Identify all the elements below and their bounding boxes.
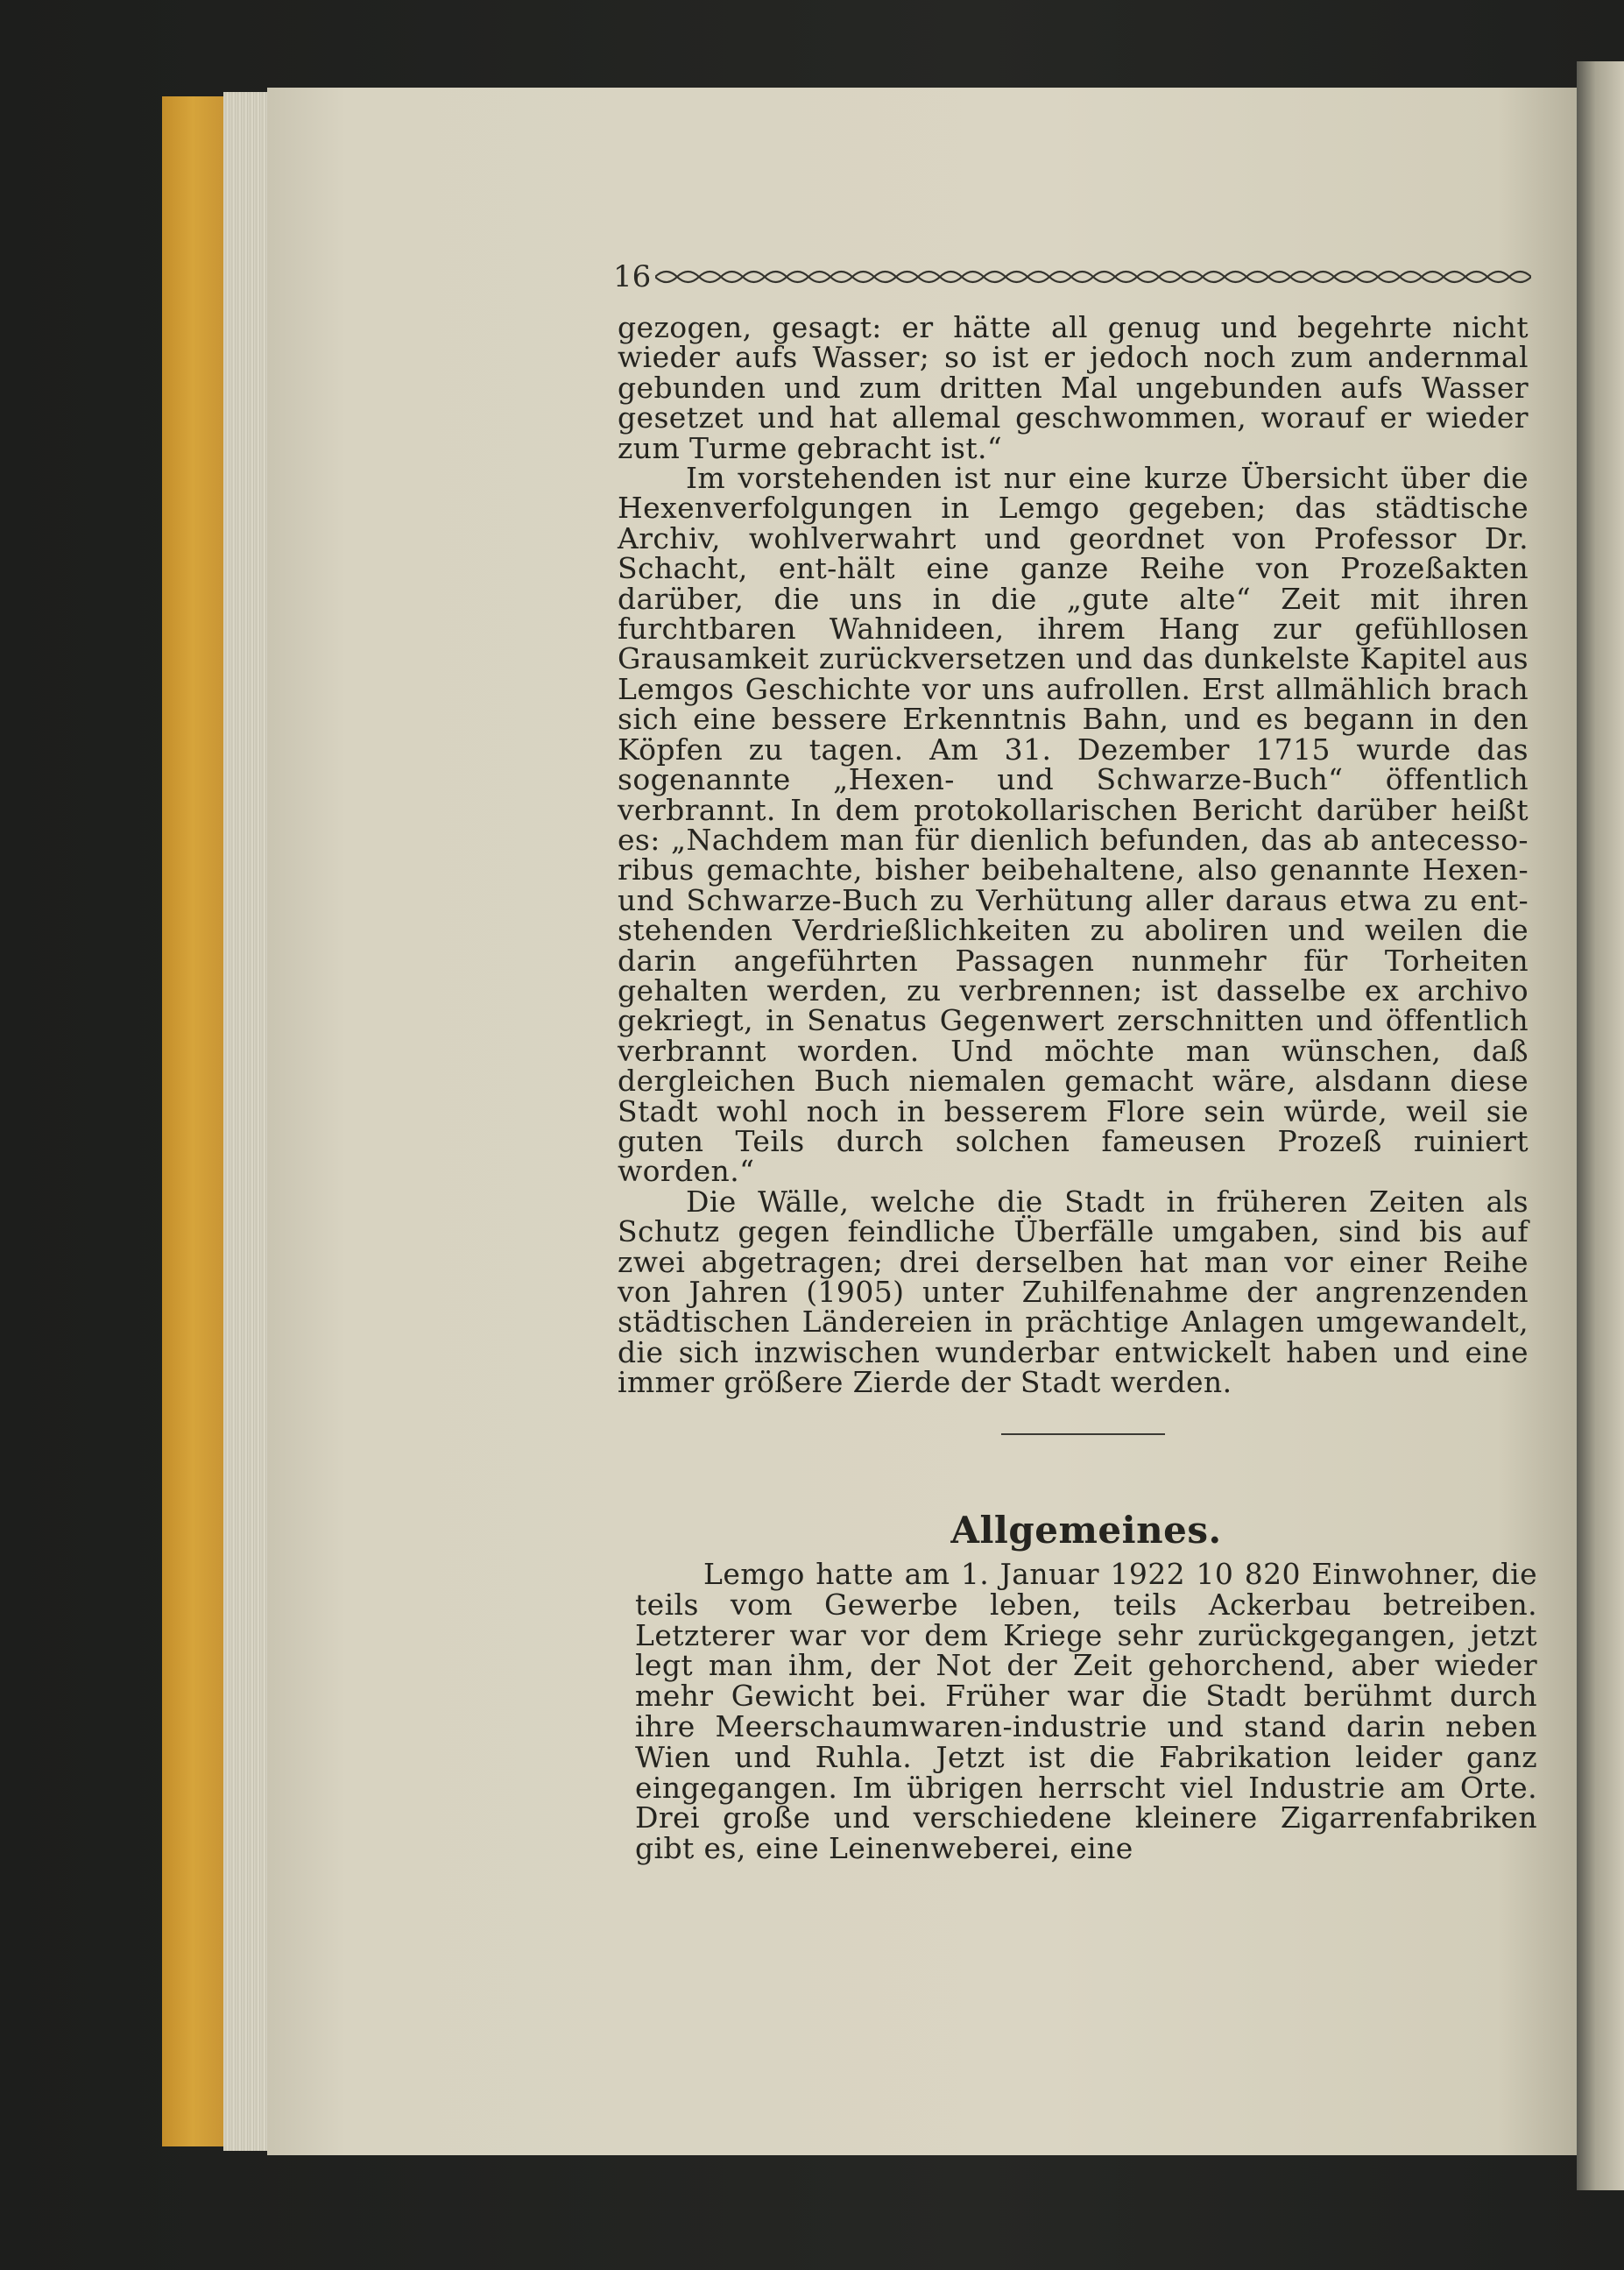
paragraph: Die Wälle, welche die Stadt in früheren Zeiten als Schutz gegen feindliche Überfälle umgaben, sind bis auf zwei abgetragen; drei derselben hat man vor einer Reihe von Jahren (1905) unter Zuhilfenahme der angrenzenden städtischen Ländereien in prächtige Anlagen umgewandelt, die sich inzwischen wunderbar entwickelt haben und eine immer größere Zierde der Stadt werden.: [618, 1184, 1529, 1400]
page-header: [613, 259, 1533, 294]
paragraph: Im vorstehenden ist nur eine kurze Übersicht über die Hexenverfolgungen in Lemgo gegeben; das städtische Archiv, wohlverwahrt und geordnet von Professor Dr. Schacht, ent‐hält eine ganze Reihe von Prozeßakten darüber, die uns in die „gute alte“ Zeit mit ihren furchtbaren Wahnideen, ihrem Hang zur gefühllosen Grausamkeit zurückversetzen und das dunkelste Kapitel aus Lemgos Geschichte vor uns aufrollen. Erst allmählich brach sich eine bessere Erkenntnis Bahn, und es begann in den Köpfen zu tagen. Am 31. Dezember 1715 wurde das sogenannte „Hexen‐ und Schwarze‐Buch“ öffentlich verbrannt. In dem protokollarischen Bericht darüber heißt es: „Nachdem man für dienlich befunden, das ab antecesso‐ribus gemachte, bisher beibehaltene, also genannte Hexen‐ und Schwarze‐Buch zu Verhütung aller daraus etwa zu ent‐stehenden Verdrießlichkeiten zu aboliren und weilen die darin angeführten Passagen nunmehr für Torheiten gehalten werden, zu verbrennen; ist dasselbe ex archivo gekriegt, in Senatus Gegenwert zerschnitten und öffentlich verbrannt worden. Und möchte man wünschen, daß dergleichen Buch niemalen gemacht wäre, alsdann diese Stadt wohl noch in besserem Flore sein würde, weil sie guten Teils durch solchen fameusen Prozeß ruiniert worden.“: [618, 461, 1529, 1189]
section-divider: [1001, 1433, 1165, 1435]
section-title: Allgemeines.: [950, 1509, 1222, 1552]
book-cover-edge: [162, 96, 230, 2146]
section-allgemeines: [635, 1509, 1537, 1864]
page-number: 16: [613, 259, 652, 294]
wave-ornament-icon: [655, 266, 1531, 287]
section-paragraph: Lemgo hatte am 1. Januar 1922 10 820 Einwohner, die teils vom Gewerbe leben, teils Ackerbau betreiben. Letzterer war vor dem Kriege sehr zurückgegangen, jetzt legt man ihm, der Not der Zeit gehorchend, aber wieder mehr Gewicht bei. Früher war die Stadt berühmt durch ihre Meerschaumwaren‐industrie und stand darin neben Wien und Ruhla. Jetzt ist die Fabrikation leider ganz eingegangen. Im übrigen herrscht viel Industrie am Orte. Drei große und verschiedene kleinere Zigarrenfabriken gibt es, eine Leinenweberei, eine: [635, 1557, 1537, 1866]
facing-page-edge: [1577, 61, 1624, 2190]
paragraph: gezogen, gesagt: er hätte all genug und begehrte nicht wieder aufs Wasser; so ist er jedoch noch zum andernmal gebunden und zum dritten Mal ungebunden aufs Wasser gesetzet und hat allemal geschwommen, worauf er wieder zum Turme gebracht ist.“: [618, 310, 1529, 465]
body-text: [618, 310, 1529, 1400]
